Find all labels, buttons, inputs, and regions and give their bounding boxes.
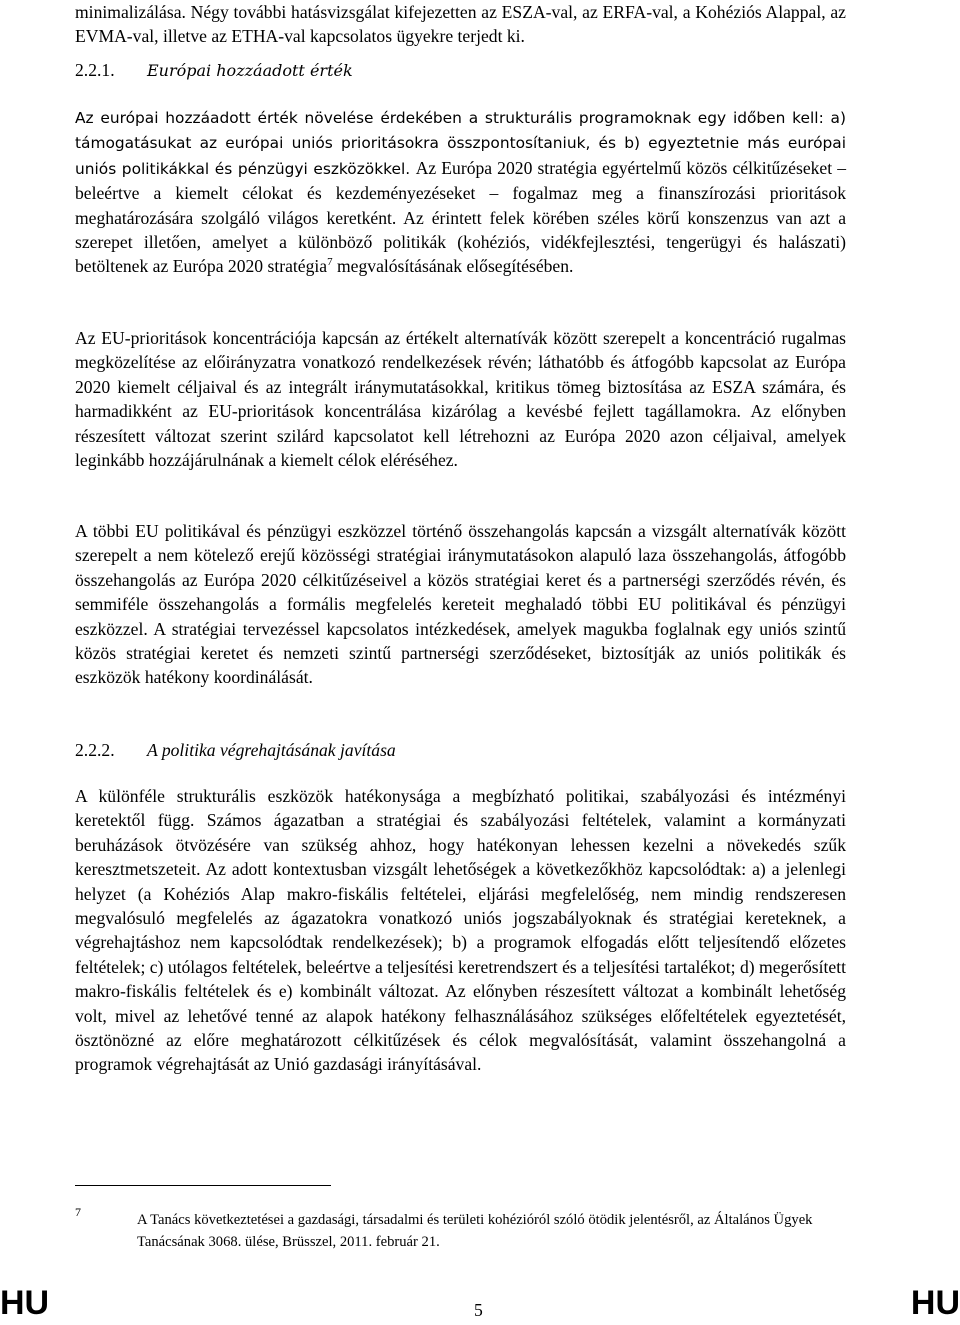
section-heading-2-2-2 — [75, 738, 396, 762]
section-title: A politika végrehajtásának javítása — [147, 740, 396, 760]
footnote-text: A Tanács következtetései a gazdasági, társadalmi és területi kohézióról szóló ötödik jelentésről, az Általános Ügyek Tanácsának 3068. ülése, Brüsszel, 2011. február 21. — [137, 1212, 813, 1250]
page-number: 5 — [474, 1300, 483, 1320]
intro-paragraph: minimalizálása. Négy további hatásvizsgálat kifejezetten az ESZA-val, az ERFA-val, a Kohéziós Alappal, az EVMA-val, illetve az ETHA-val kapcsolatos ügyekre terjedt ki. — [75, 2, 846, 47]
language-code-left: HU — [0, 1284, 50, 1322]
paragraph-text-part: Az érintett felek körében széles körű konszenzus van azt a szerepet illetően, amelyet a különböző politikák (kohéziós, vidékfejlesztési, tengerügyi és halászati) betöltenek az Európa 2020 stratégia — [75, 207, 846, 277]
section-number: 2.2.2. — [75, 740, 115, 760]
footnote-reference: 7 — [327, 256, 333, 269]
section-title: Európai hozzáadott érték — [147, 61, 353, 80]
footnote-separator — [75, 1185, 331, 1186]
section-number: 2.2.1. — [75, 60, 115, 80]
paragraph-text-part: Az Európa 2020 stratégia egyértelmű közös célkitűzéseket – beleértve a kiemelt célokat és kezdeményezéseket – fogalmaz meg a finanszírozási prioritások meghatározására szolgáló világos keretként. — [75, 157, 846, 228]
paragraph-text-part: megvalósításának elősegítésében. — [332, 256, 574, 277]
paragraph-eu-priorities: Az EU-prioritások koncentrációja kapcsán az értékelt alternatívák között szerepelt a koncentráció rugalmas megközelítése az előirányzatra vonatkozó rendelkezések révén; láthatóbb és átfogóbb kapcsolat az Európa 2020 kiemelt céljaival és az integrált iránymutatásokkal, kritikus tömeg biztosítása az ESZA számára, és harmadikként az EU-prioritások koncentrálása kizárólag a kevésbé fejlett tagállamokra. Az előnyben részesített változat szerint szilárd kapcsolatot kell létrehozni az Európa 2020 azon céljaival, amelyek leginkább hozzájárulnának a kiemelt célok eléréséhez. — [75, 328, 846, 471]
paragraph-policy-implementation: A különféle strukturális eszközök hatékonysága a megbízható politikai, szabályozási és intézményi keretektől függ. Számos ágazatban a stratégiai és szabályozási feltételek, valamint a kormányzati beruházások ötvözésére van szükség ahhoz, hogy hatékonyan lehessen kezelni a növekedés szűk keresztmetszeteit. Az adott kontextusban vizsgált lehetőségek a következőkhöz kapcsolódtak: a) a jelenlegi helyzet (a Kohéziós Alap makro-fiskális feltételei, eljárási megfelelőség, nem mindig rendszeresen megvalósuló megfelelés az ágazatokra vonatkozó uniós jogszabályoknak és stratégiai kereteknek, a végrehajtáshoz nem kapcsolódtak rendelkezések); b) a programok elfogadás előtt teljesítendő előzetes feltételek; c) utólagos feltételek, beleértve a teljesítési keretrendszert és a teljesítési tartalékot; d) megerősített makro-fiskális feltételek és e) kombinált változat. Az előnyben részesített változat a kombinált lehetőség volt, mivel az lehetővé tenné az alapok hatékony felhasználásához szükséges előfeltételek egyeztetését, ösztönözné az előre meghatározott célkitűzések és célok megvalósítását, valamint összehangolná a programok végrehajtását az Unió gazdasági irányításával. — [75, 786, 846, 1075]
footnote-number: 7 — [75, 1205, 81, 1219]
paragraph-european-added-value — [75, 105, 846, 279]
section-heading-2-2-1 — [75, 58, 353, 83]
paragraph-text-part: Az európai hozzáadott érték növelése érdekében a strukturális programoknak egy időben kell: a) támogatásukat az európai uniós prioritásokra összpontosítaniuk, és b) egyeztetnie más európai uniós politikákkal és pénzügyi eszközökkel. — [75, 109, 846, 178]
paragraph-coordination: A többi EU politikával és pénzügyi eszközzel történő összehangolás kapcsán a vizsgált alternatívák között szerepelt a nem kötelező erejű közösségi stratégiai iránymutatásokon alapuló laza összehangolás, átfogóbb összehangolás az Európa 2020 célkitűzéseivel a közös stratégiai keret és a partnerségi szerződés révén, és semmiféle összehangolás a formális megfelelés kereteit meghaladó többi EU politikával és pénzügyi eszközzel. A stratégiai tervezéssel kapcsolatos intézkedések, amelyek magukba foglalnak egy uniós szintű közös stratégiai keretet és nemzeti szintű partnerségi szerződéseket, biztosítják az uniós politikák és eszközök hatékony koordinálását. — [75, 521, 846, 688]
language-code-right: HU — [910, 1284, 960, 1322]
